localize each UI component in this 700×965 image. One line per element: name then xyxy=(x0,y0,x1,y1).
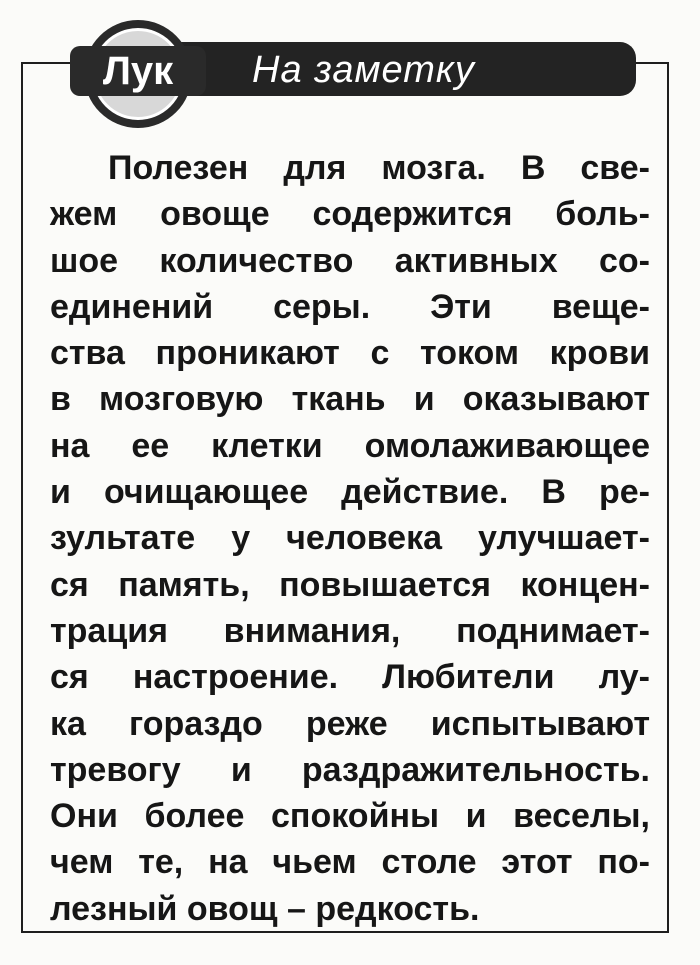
text-line: шое количество активных со- xyxy=(50,241,650,280)
text-line: в мозговую ткань и оказывают xyxy=(50,380,650,419)
text-line: единений серы. Эти веще- xyxy=(50,287,650,326)
lead-phrase: Полезен для мозга. xyxy=(108,149,486,187)
section-title: На заметку xyxy=(252,49,475,91)
text-line: тревогу и раздражительность. xyxy=(50,750,650,789)
article-text xyxy=(50,145,650,932)
text-line: Полезен для мозга. В све- xyxy=(108,149,650,187)
text-line: ся память, повышается концен- xyxy=(50,565,650,604)
topic-badge: Лук xyxy=(70,46,206,96)
text-line: на ее клетки омолаживающее xyxy=(50,426,650,465)
text-line: трация внимания, поднимает- xyxy=(50,611,650,650)
text-line: зультате у человека улучшает- xyxy=(50,519,650,558)
text-line: ка гораздо реже испытывают xyxy=(50,704,650,743)
text-line: жем овоще содержится боль- xyxy=(50,195,650,234)
text-line: и очищающее действие. В ре- xyxy=(50,473,650,512)
text-line: ся настроение. Любители лу- xyxy=(50,658,650,697)
text-line: лезный овощ – редкость. xyxy=(50,889,480,928)
text-line: Они более спокойны и веселы, xyxy=(50,797,650,836)
text-line: ства проникают с током крови xyxy=(50,334,650,373)
text-line: чем те, на чьем столе этот по- xyxy=(50,843,650,882)
